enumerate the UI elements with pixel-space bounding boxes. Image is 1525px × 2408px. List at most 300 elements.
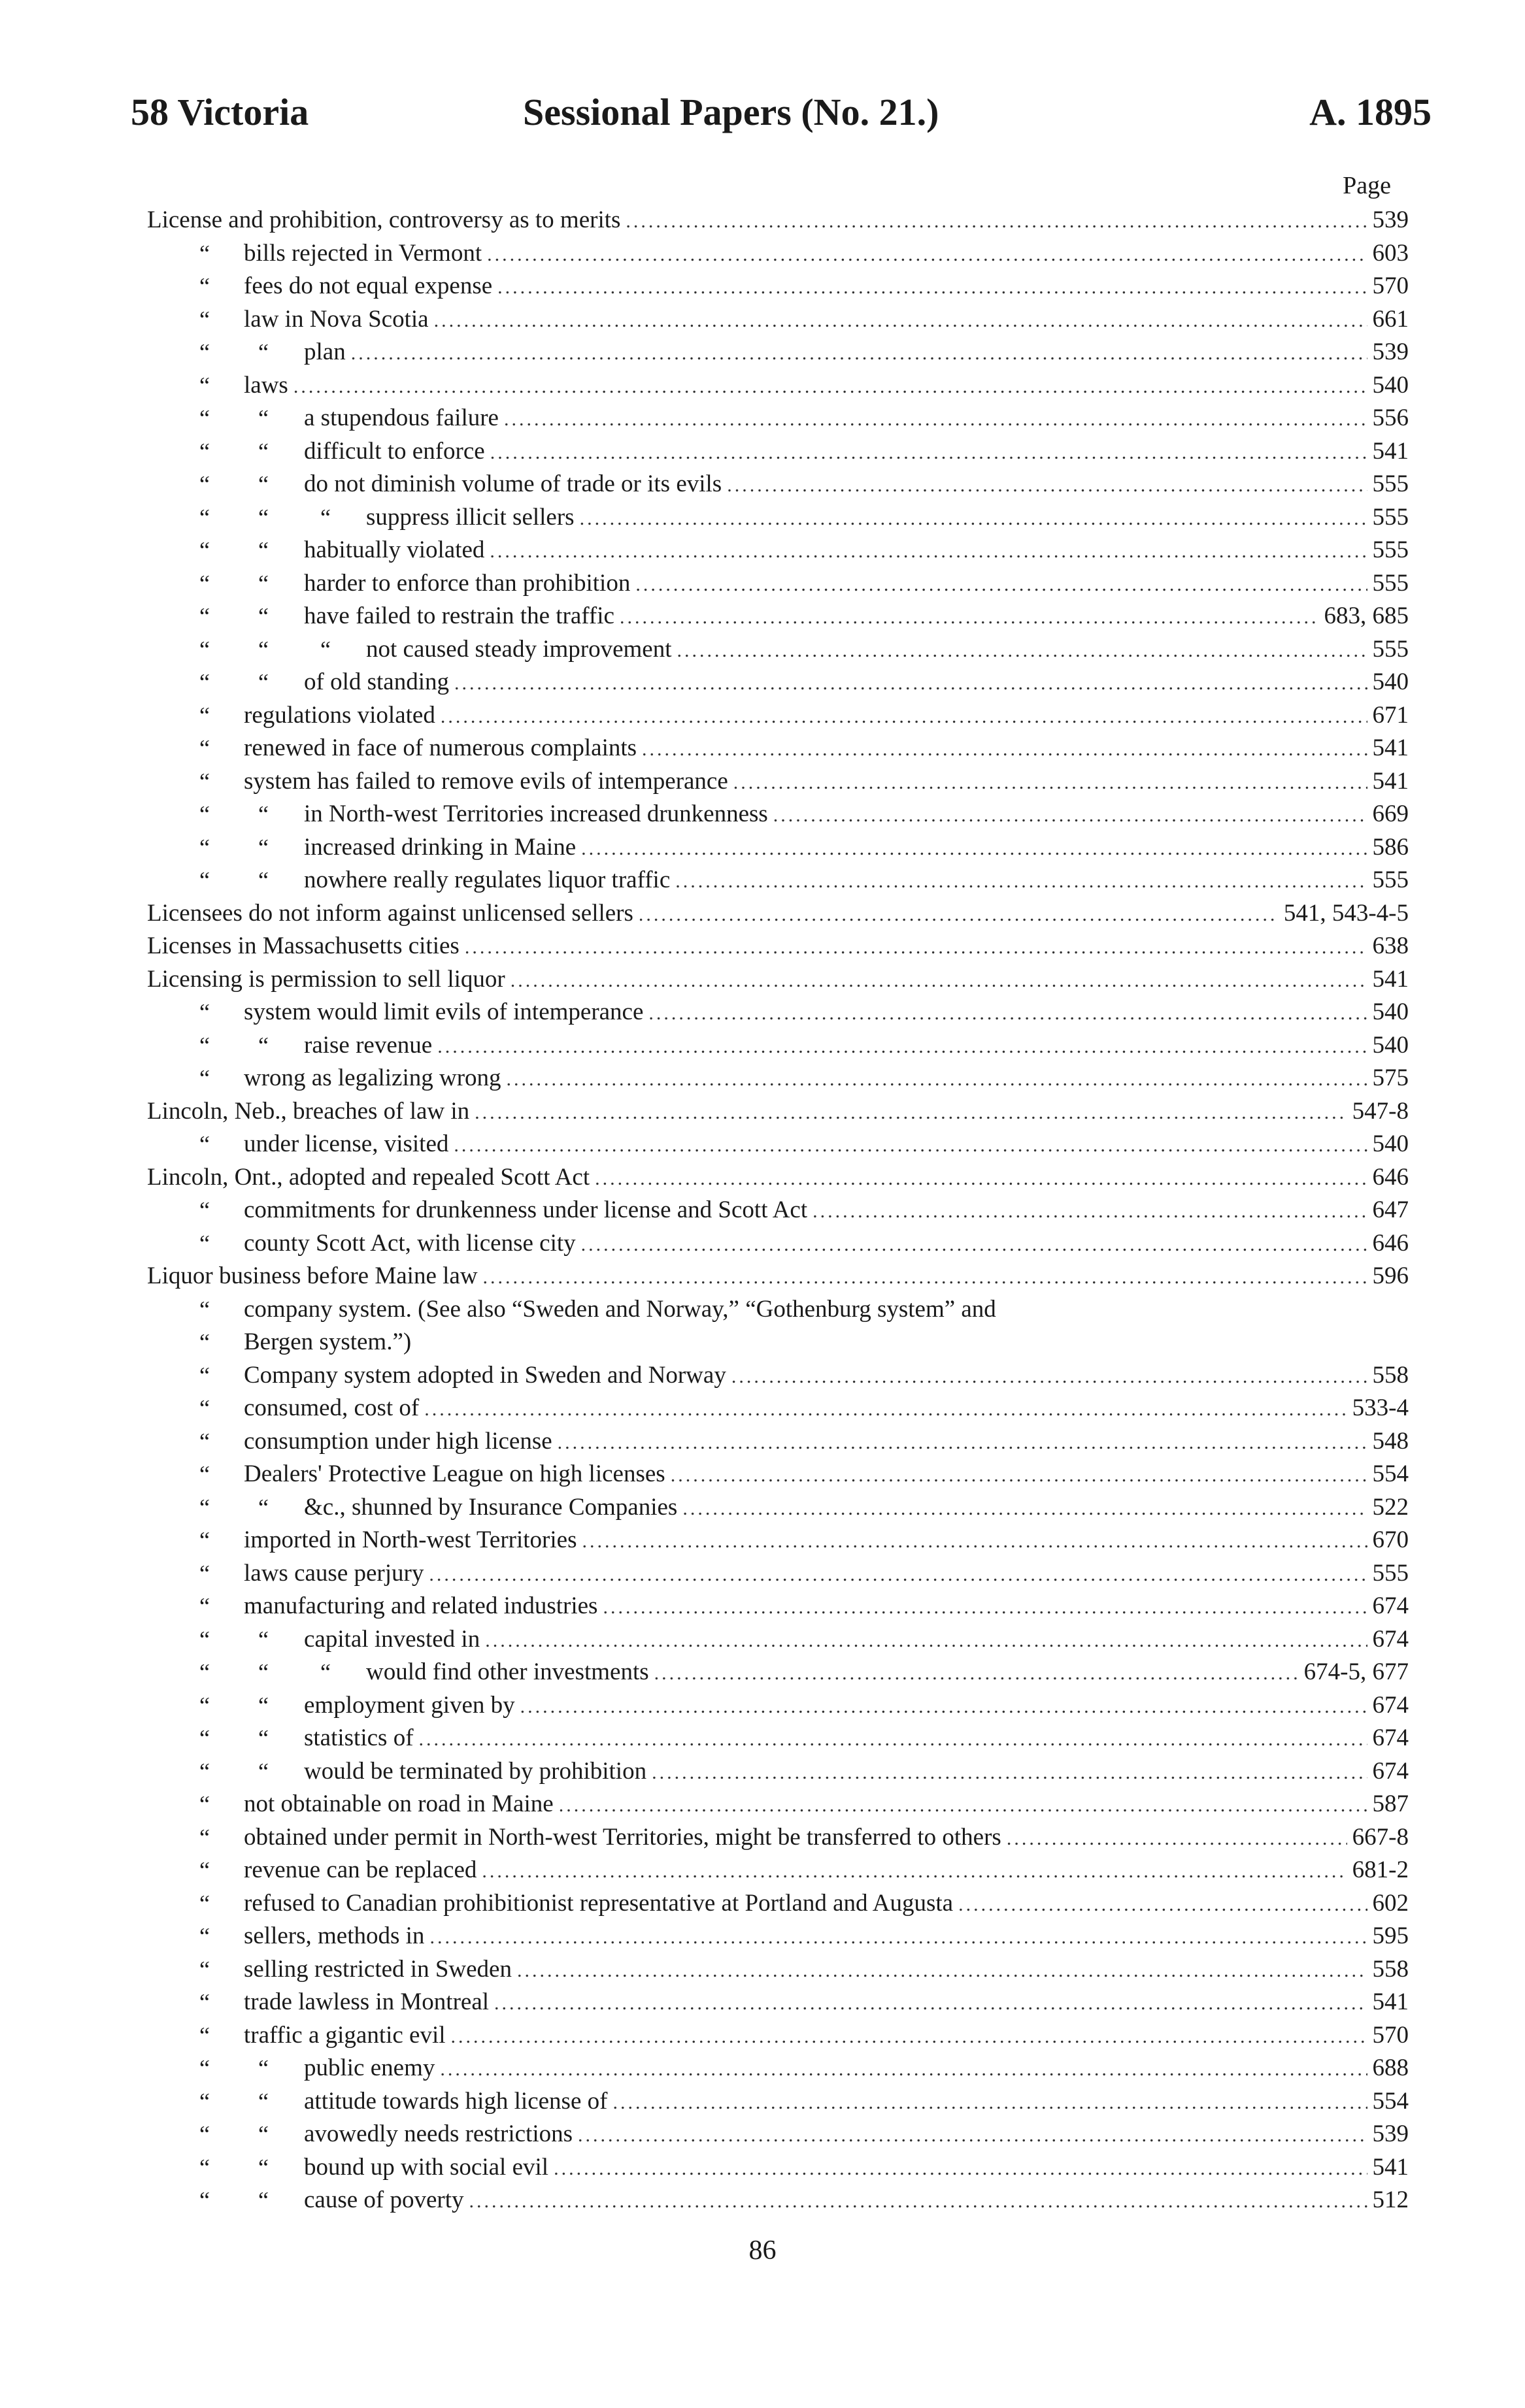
ditto-mark: “ <box>199 273 210 299</box>
index-entry <box>147 1458 1409 1491</box>
running-header <box>131 90 1432 149</box>
index-entry <box>147 798 1409 831</box>
entry-page: 522 <box>1372 1493 1409 1521</box>
entry-text: harder to enforce than prohibition <box>304 569 631 597</box>
index-entry <box>147 1524 1409 1557</box>
entry-page: 558 <box>1372 1361 1409 1389</box>
ditto-mark: “ <box>199 999 210 1025</box>
entry-page: 674-5, 677 <box>1303 1658 1409 1685</box>
index-entry <box>147 2085 1409 2119</box>
entry-text: system has failed to remove evils of intemperance <box>244 767 728 795</box>
entry-text: raise revenue <box>304 1031 433 1059</box>
ditto-mark: “ <box>199 1725 210 1751</box>
ditto-mark: “ <box>199 537 210 563</box>
ditto-mark: “ <box>258 1659 269 1685</box>
entry-text: manufacturing and related industries <box>244 1592 598 1619</box>
ditto-mark: “ <box>258 471 269 497</box>
index-entry <box>147 930 1409 963</box>
dot-leader <box>652 1757 1367 1790</box>
ditto-mark: “ <box>199 306 210 333</box>
dot-leader <box>497 271 1367 305</box>
entry-text: laws <box>244 371 288 399</box>
entry-text: increased drinking in Maine <box>304 833 577 861</box>
entry-text: Licensing is permission to sell liquor <box>147 965 505 993</box>
entry-page: 671 <box>1372 701 1409 729</box>
entry-text: traffic a gigantic evil <box>244 2021 446 2049</box>
dot-leader <box>733 767 1367 800</box>
dot-leader <box>558 1427 1367 1460</box>
ditto-mark: “ <box>258 2187 269 2213</box>
entry-text: cause of poverty <box>304 2186 464 2213</box>
entry-page: 539 <box>1372 206 1409 233</box>
entry-page: 541 <box>1372 2153 1409 2181</box>
dot-leader <box>441 701 1367 734</box>
ditto-mark: “ <box>199 1857 210 1883</box>
index-entry <box>147 1062 1409 1095</box>
index-entry <box>147 2184 1409 2217</box>
entry-text: under license, visited <box>244 1130 449 1157</box>
entry-page: 556 <box>1372 404 1409 431</box>
index-entry <box>147 270 1409 303</box>
dot-leader <box>581 1229 1367 1262</box>
entry-text: selling restricted in Sweden <box>244 1955 512 1983</box>
ditto-mark: “ <box>258 1032 269 1059</box>
index-entry <box>147 2151 1409 2185</box>
entry-page: 554 <box>1372 1460 1409 1487</box>
dot-leader <box>494 1987 1367 2020</box>
entry-text: bound up with social evil <box>304 2153 549 2181</box>
index-entry <box>147 204 1409 237</box>
entry-page: 541, 543-4-5 <box>1283 899 1409 927</box>
entry-text: statistics of <box>304 1724 414 1751</box>
entry-page: 674 <box>1372 1625 1409 1653</box>
ditto-mark: “ <box>199 1593 210 1619</box>
index-entry <box>147 237 1409 271</box>
dot-leader <box>727 469 1367 503</box>
ditto-mark: “ <box>199 1626 210 1653</box>
entry-text: sellers, methods in <box>244 1922 425 1949</box>
entry-page: 587 <box>1372 1790 1409 1817</box>
ditto-mark: “ <box>199 801 210 827</box>
ditto-mark: “ <box>258 1626 269 1653</box>
entry-text: Licensees do not inform against unlicensed sellers <box>147 899 633 927</box>
entry-text: of old standing <box>304 668 449 695</box>
ditto-mark: “ <box>258 405 269 431</box>
ditto-mark: “ <box>258 669 269 695</box>
entry-text: fees do not equal expense <box>244 272 493 299</box>
entry-page: 540 <box>1372 1031 1409 1059</box>
entry-page: 555 <box>1372 866 1409 893</box>
entry-text: do not diminish volume of trade or its evils <box>304 470 722 497</box>
entry-text: wrong as legalizing wrong <box>244 1064 501 1091</box>
ditto-mark: “ <box>258 2121 269 2147</box>
dot-leader <box>440 2053 1367 2086</box>
entry-page: 540 <box>1372 1130 1409 1157</box>
index-entry <box>147 1920 1409 1953</box>
entry-text: employment given by <box>304 1691 515 1719</box>
index-entry <box>147 1821 1409 1855</box>
ditto-mark: “ <box>199 2022 210 2049</box>
ditto-mark: “ <box>199 1956 210 1983</box>
dot-leader <box>682 1493 1367 1526</box>
dot-leader <box>582 1525 1367 1559</box>
ditto-mark: “ <box>199 1197 210 1223</box>
index-entry <box>147 996 1409 1029</box>
dot-leader <box>482 1855 1347 1888</box>
entry-page: 603 <box>1372 239 1409 267</box>
ditto-mark: “ <box>258 504 269 531</box>
ditto-mark: “ <box>258 1725 269 1751</box>
index-entry <box>147 369 1409 403</box>
entry-page: 674 <box>1372 1691 1409 1719</box>
index-entry <box>147 2019 1409 2053</box>
dot-leader <box>517 1954 1367 1988</box>
index-entry <box>147 1887 1409 1921</box>
entry-page: 638 <box>1372 932 1409 959</box>
dot-leader <box>675 865 1367 899</box>
ditto-mark: “ <box>199 636 210 663</box>
entry-text: have failed to restrain the traffic <box>304 602 614 629</box>
entry-text: suppress illicit sellers <box>366 503 575 531</box>
entry-page: 541 <box>1372 734 1409 761</box>
dot-leader <box>1007 1822 1347 1856</box>
entry-page: 570 <box>1372 272 1409 299</box>
dot-leader <box>639 899 1279 932</box>
entry-page: 647 <box>1372 1196 1409 1223</box>
entry-page: 555 <box>1372 470 1409 497</box>
index-entry <box>147 1557 1409 1591</box>
index-entry <box>147 534 1409 567</box>
entry-page: 646 <box>1372 1229 1409 1257</box>
entry-text: renewed in face of numerous complaints <box>244 734 637 761</box>
dot-leader <box>475 1097 1347 1130</box>
ditto-mark: “ <box>258 867 269 893</box>
index-entry <box>147 2052 1409 2085</box>
index-entry <box>147 336 1409 369</box>
index-entry <box>147 1953 1409 1987</box>
dot-leader <box>642 733 1367 767</box>
entry-page: 554 <box>1372 2087 1409 2115</box>
entry-page: 541 <box>1372 767 1409 795</box>
index-entry <box>147 468 1409 501</box>
entry-text: not obtainable on road in Maine <box>244 1790 554 1817</box>
dot-leader <box>578 2119 1367 2152</box>
entry-text: Company system adopted in Sweden and Norway <box>244 1361 726 1389</box>
dot-leader <box>454 1129 1367 1163</box>
index-entry <box>147 699 1409 733</box>
dot-leader <box>773 799 1367 833</box>
entry-text: laws cause perjury <box>244 1559 424 1587</box>
index-entry <box>147 1722 1409 1755</box>
dot-leader <box>429 1559 1367 1592</box>
entry-page: 683, 685 <box>1324 602 1409 629</box>
entry-text: Bergen system.”) <box>244 1328 412 1355</box>
ditto-mark: “ <box>199 2154 210 2181</box>
index-entry <box>147 666 1409 699</box>
ditto-mark: “ <box>258 339 269 365</box>
ditto-mark: “ <box>199 1824 210 1851</box>
ditto-mark: “ <box>199 2055 210 2081</box>
entry-text: system would limit evils of intemperance <box>244 998 644 1025</box>
entry-page: 586 <box>1372 833 1409 861</box>
dot-leader <box>554 2152 1367 2186</box>
index-entry <box>147 1194 1409 1227</box>
entry-page: 541 <box>1372 437 1409 465</box>
index-entry <box>147 1491 1409 1525</box>
dot-leader <box>654 1657 1299 1691</box>
ditto-mark: “ <box>258 2154 269 2181</box>
entry-page: 674 <box>1372 1724 1409 1751</box>
index-entry <box>147 633 1409 667</box>
index-entry <box>147 831 1409 865</box>
index-entry <box>147 1392 1409 1425</box>
dot-leader <box>626 205 1367 239</box>
entry-text: nowhere really regulates liquor traffic <box>304 866 671 893</box>
ditto-mark: “ <box>320 504 331 531</box>
dot-leader <box>434 305 1367 338</box>
dot-leader <box>520 1691 1367 1724</box>
ditto-mark: “ <box>258 603 269 629</box>
entry-text: refused to Canadian prohibitionist representative at Portland and Augusta <box>244 1889 954 1917</box>
dot-leader <box>487 239 1367 272</box>
dot-leader <box>351 337 1367 371</box>
entry-page: 555 <box>1372 536 1409 563</box>
dot-leader <box>635 569 1367 602</box>
ditto-mark: “ <box>258 537 269 563</box>
dot-leader <box>731 1361 1367 1394</box>
entry-text: consumed, cost of <box>244 1394 420 1421</box>
ditto-mark: “ <box>258 834 269 861</box>
ditto-mark: “ <box>199 372 210 399</box>
entry-text: consumption under high license <box>244 1427 552 1455</box>
entry-page: 669 <box>1372 800 1409 827</box>
dot-leader <box>559 1789 1367 1822</box>
dot-leader <box>454 667 1367 701</box>
index-entry <box>147 1260 1409 1293</box>
entry-page: 646 <box>1372 1163 1409 1191</box>
entry-page: 541 <box>1372 965 1409 993</box>
entry-page: 667-8 <box>1352 1823 1409 1851</box>
entry-page: 681-2 <box>1352 1856 1409 1883</box>
dot-leader <box>595 1163 1367 1196</box>
dot-leader <box>469 2185 1367 2218</box>
entry-page: 570 <box>1372 2021 1409 2049</box>
ditto-mark: “ <box>199 867 210 893</box>
entry-page: 533-4 <box>1352 1394 1409 1421</box>
dot-leader <box>490 535 1367 569</box>
ditto-mark: “ <box>199 768 210 795</box>
ditto-mark: “ <box>199 1362 210 1389</box>
dot-leader <box>581 833 1367 866</box>
dot-leader <box>958 1888 1367 1922</box>
entry-page: 547-8 <box>1352 1097 1409 1125</box>
ditto-mark: “ <box>199 405 210 431</box>
entry-page: 555 <box>1372 569 1409 597</box>
index-entry <box>147 402 1409 435</box>
dot-leader <box>813 1195 1367 1229</box>
entry-page: 539 <box>1372 338 1409 365</box>
ditto-mark: “ <box>199 339 210 365</box>
index-entry <box>147 897 1409 931</box>
ditto-mark: “ <box>320 1659 331 1685</box>
index-entry <box>147 1227 1409 1261</box>
dot-leader <box>580 503 1367 536</box>
index-entry <box>147 1656 1409 1689</box>
ditto-mark: “ <box>199 1428 210 1455</box>
ditto-mark: “ <box>199 669 210 695</box>
header-session: 58 Victoria <box>131 91 309 133</box>
index-entry <box>147 303 1409 337</box>
index-entry <box>147 1293 1409 1327</box>
ditto-mark: “ <box>199 471 210 497</box>
index-entry <box>147 1788 1409 1821</box>
index-entry <box>147 2118 1409 2151</box>
entry-page: 539 <box>1372 2120 1409 2147</box>
entry-page: 688 <box>1372 2054 1409 2081</box>
index-entry <box>147 600 1409 633</box>
entry-text: public enemy <box>304 2054 435 2081</box>
dot-leader <box>424 1393 1347 1427</box>
entry-page: 674 <box>1372 1757 1409 1785</box>
index-entry <box>147 765 1409 799</box>
entry-text: &c., shunned by Insurance Companies <box>304 1493 678 1521</box>
entry-text: difficult to enforce <box>304 437 485 465</box>
entry-text: attitude towards high license of <box>304 2087 608 2115</box>
ditto-mark: “ <box>199 240 210 267</box>
dot-leader <box>451 2020 1367 2054</box>
entry-text: company system. (See also “Sweden and Norway,” “Gothenburg system” and <box>244 1295 996 1323</box>
dot-leader <box>504 403 1367 437</box>
page-column-label: Page <box>1343 172 1391 199</box>
dot-leader <box>465 931 1367 965</box>
ditto-mark: “ <box>199 438 210 465</box>
ditto-mark: “ <box>199 1065 210 1091</box>
dot-leader <box>507 1063 1367 1097</box>
index-entry <box>147 1425 1409 1459</box>
ditto-mark: “ <box>199 834 210 861</box>
entry-page: 602 <box>1372 1889 1409 1917</box>
entry-page: 512 <box>1372 2186 1409 2213</box>
index-entry <box>147 1359 1409 1393</box>
ditto-mark: “ <box>199 1659 210 1685</box>
entry-text: Liquor business before Maine law <box>147 1262 478 1289</box>
dot-leader <box>603 1591 1367 1625</box>
index-entry <box>147 501 1409 535</box>
index-entry <box>147 732 1409 765</box>
index-entry <box>147 1161 1409 1195</box>
ditto-mark: “ <box>199 2088 210 2115</box>
ditto-mark: “ <box>199 1989 210 2015</box>
dot-leader <box>483 1261 1367 1295</box>
ditto-mark: “ <box>258 1692 269 1719</box>
dot-leader <box>429 1921 1367 1954</box>
dot-leader <box>671 1459 1367 1493</box>
ditto-mark: “ <box>258 1494 269 1521</box>
entry-text: not caused steady improvement <box>366 635 672 663</box>
ditto-mark: “ <box>199 1329 210 1355</box>
entry-text: law in Nova Scotia <box>244 305 429 333</box>
entry-page: 555 <box>1372 503 1409 531</box>
entry-text: avowedly needs restrictions <box>304 2120 573 2147</box>
index-entry <box>147 1326 1409 1359</box>
entry-text: habitually violated <box>304 536 485 563</box>
ditto-mark: “ <box>199 1527 210 1553</box>
index-entry <box>147 435 1409 469</box>
index-entry <box>147 1095 1409 1129</box>
entry-page: 540 <box>1372 668 1409 695</box>
entry-text: would be terminated by prohibition <box>304 1757 647 1785</box>
entry-page: 541 <box>1372 1988 1409 2015</box>
index-entry <box>147 1128 1409 1161</box>
dot-leader <box>437 1031 1367 1064</box>
header-year: A. 1895 <box>1309 91 1432 133</box>
ditto-mark: “ <box>199 570 210 597</box>
entry-text: imported in North-west Territories <box>244 1526 577 1553</box>
entry-text: Lincoln, Ont., adopted and repealed Scott Act <box>147 1163 590 1191</box>
entry-text: commitments for drunkenness under license and Scott Act <box>244 1196 808 1223</box>
ditto-mark: “ <box>199 735 210 761</box>
index-entry <box>147 1590 1409 1623</box>
ditto-mark: “ <box>199 504 210 531</box>
index-entry <box>147 1689 1409 1723</box>
ditto-mark: “ <box>258 438 269 465</box>
dot-leader <box>490 437 1367 470</box>
ditto-mark: “ <box>258 570 269 597</box>
index-list <box>147 204 1409 2217</box>
entry-page: 555 <box>1372 1559 1409 1587</box>
entry-text: capital invested in <box>304 1625 480 1653</box>
entry-text: would find other investments <box>366 1658 649 1685</box>
index-entry <box>147 1854 1409 1887</box>
ditto-mark: “ <box>199 1131 210 1157</box>
entry-text: county Scott Act, with license city <box>244 1229 576 1257</box>
ditto-mark: “ <box>199 1560 210 1587</box>
ditto-mark: “ <box>199 1758 210 1785</box>
index-entry <box>147 567 1409 601</box>
entry-text: Dealers' Protective League on high licenses <box>244 1460 665 1487</box>
ditto-mark: “ <box>199 603 210 629</box>
index-entry <box>147 1986 1409 2019</box>
entry-page: 595 <box>1372 1922 1409 1949</box>
ditto-mark: “ <box>199 2187 210 2213</box>
dot-leader <box>677 635 1367 668</box>
index-entry <box>147 1029 1409 1063</box>
entry-page: 674 <box>1372 1592 1409 1619</box>
entry-text: bills rejected in Vermont <box>244 239 482 267</box>
entry-page: 548 <box>1372 1427 1409 1455</box>
entry-text: obtained under permit in North-west Territories, might be transferred to others <box>244 1823 1001 1851</box>
index-entry <box>147 1623 1409 1657</box>
entry-page: 661 <box>1372 305 1409 333</box>
entry-text: License and prohibition, controversy as to merits <box>147 206 621 233</box>
index-entry <box>147 864 1409 897</box>
dot-leader <box>612 2086 1367 2120</box>
entry-page: 558 <box>1372 1955 1409 1983</box>
entry-text: trade lawless in Montreal <box>244 1988 490 2015</box>
entry-page: 540 <box>1372 371 1409 399</box>
ditto-mark: “ <box>199 1296 210 1323</box>
ditto-mark: “ <box>199 1032 210 1059</box>
ditto-mark: “ <box>199 1890 210 1917</box>
entry-text: in North-west Territories increased drunkenness <box>304 800 768 827</box>
entry-page: 596 <box>1372 1262 1409 1289</box>
ditto-mark: “ <box>199 1461 210 1487</box>
ditto-mark: “ <box>199 1230 210 1257</box>
dot-leader <box>620 601 1319 635</box>
dot-leader <box>419 1723 1367 1757</box>
page-number: 86 <box>748 2235 777 2266</box>
ditto-mark: “ <box>258 801 269 827</box>
